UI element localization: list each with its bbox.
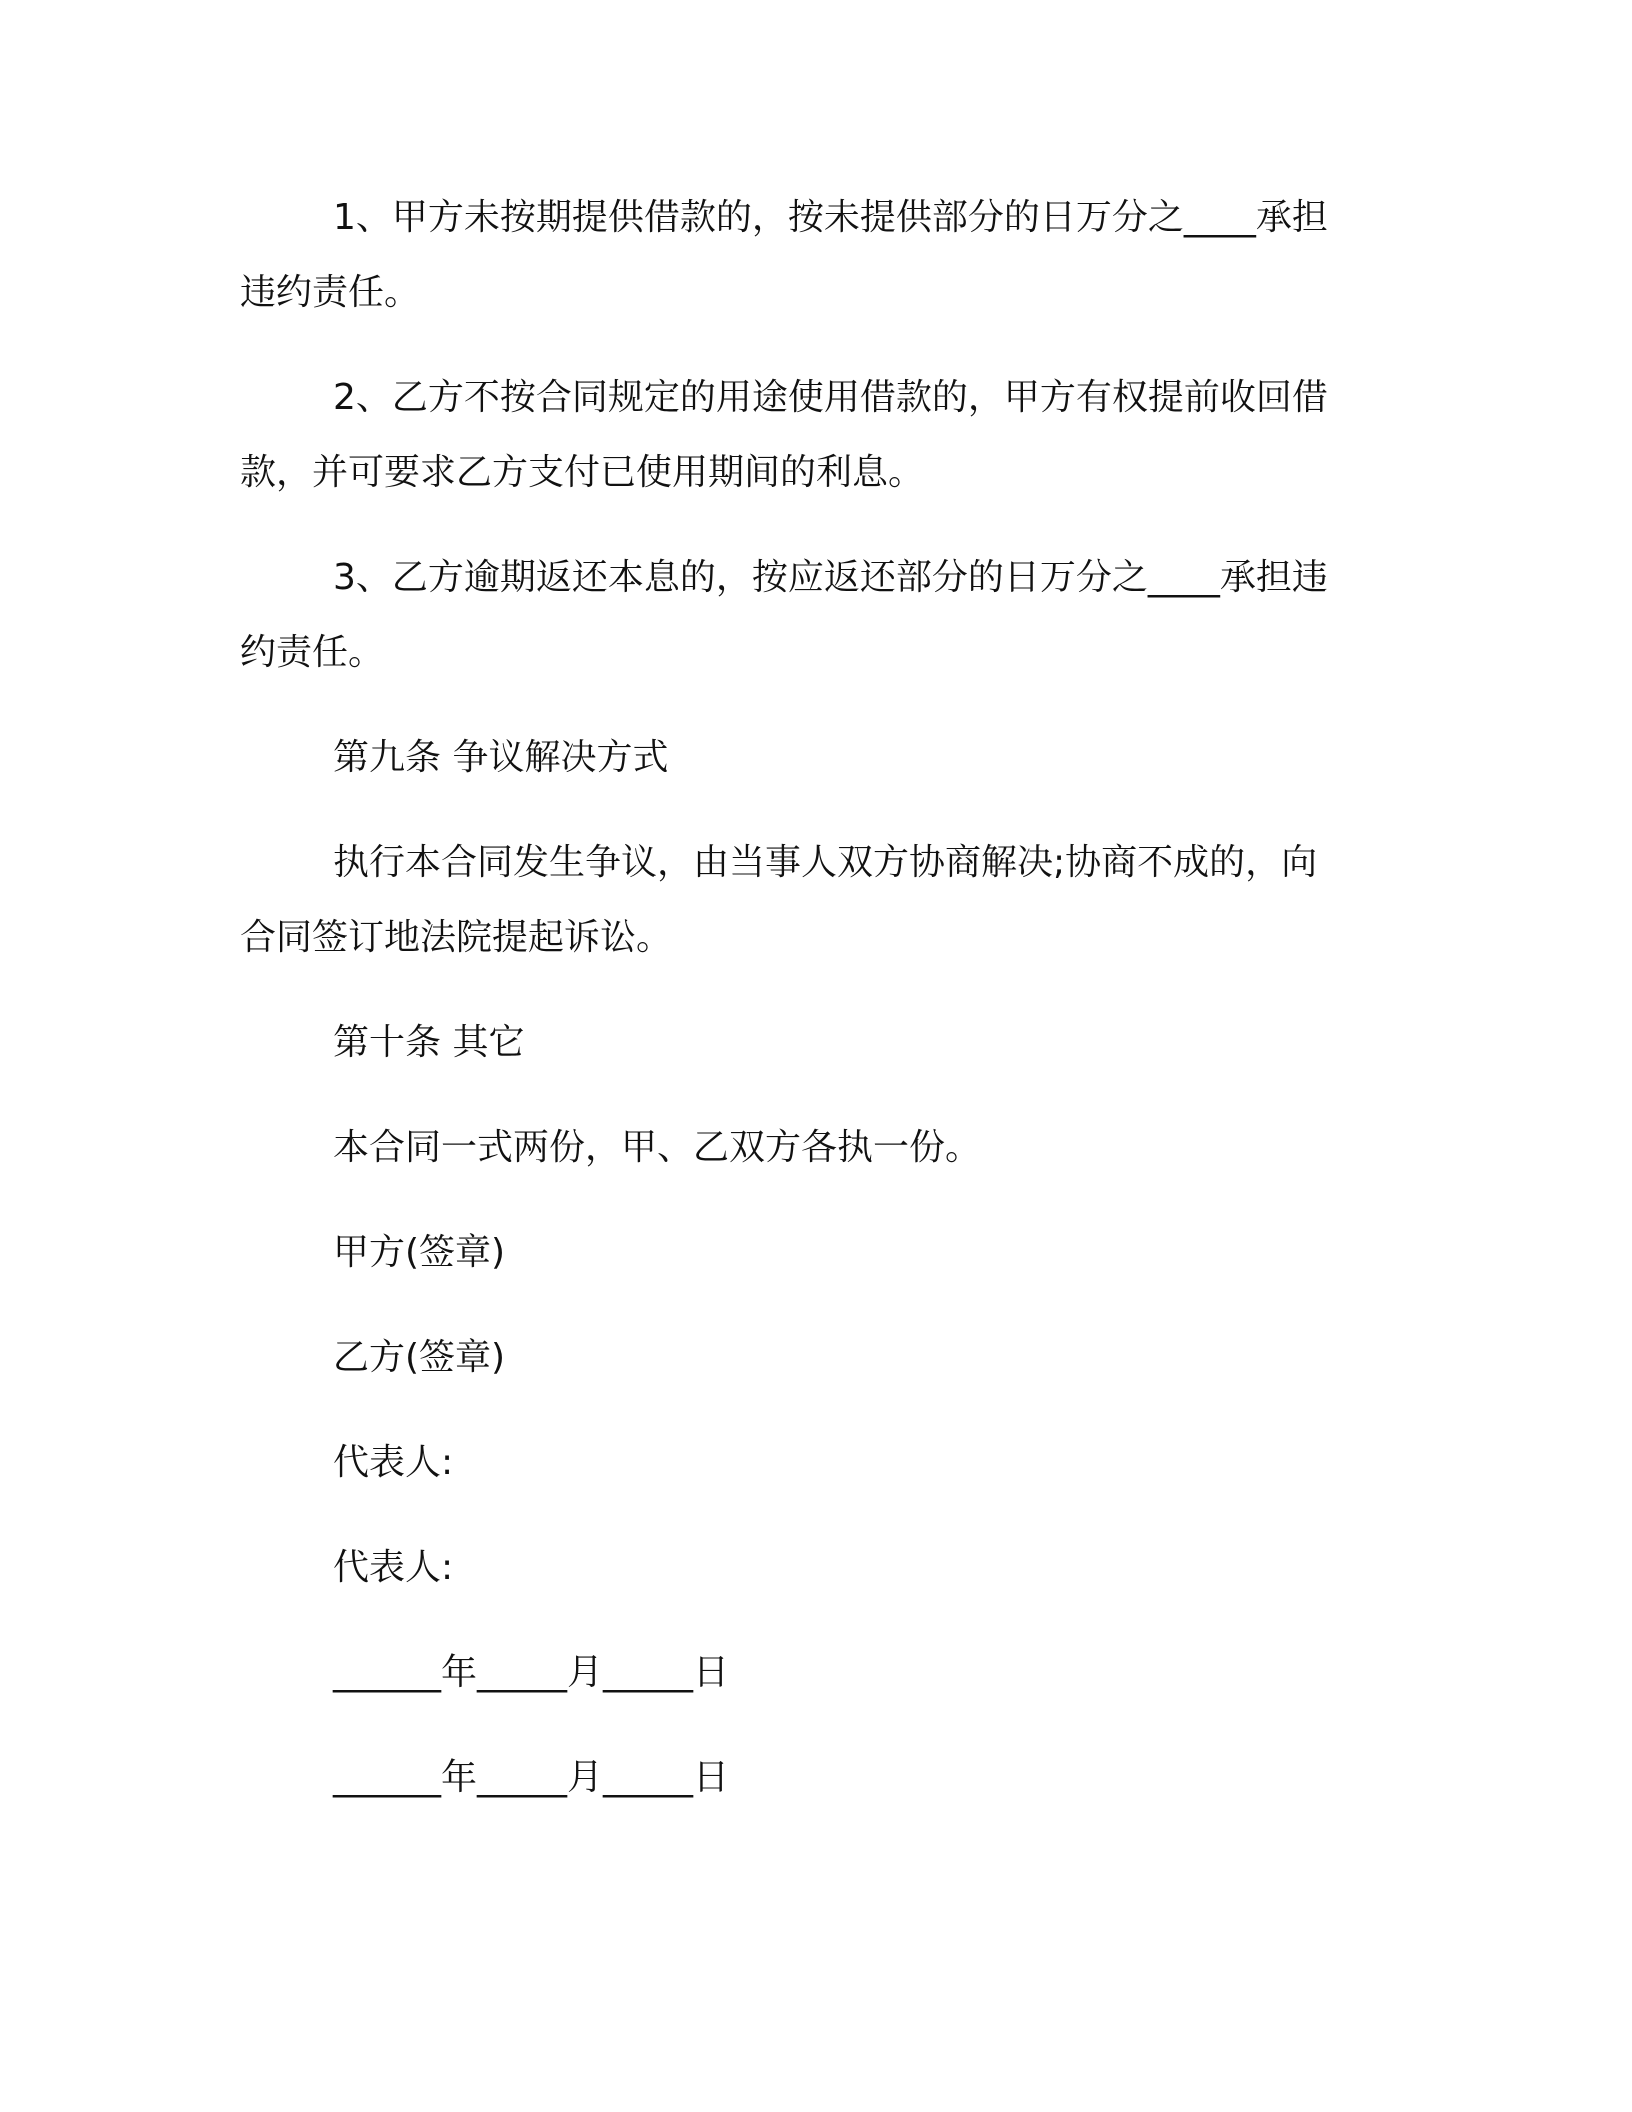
clause-2-line-2 [0, 443, 1632, 503]
date-b-text: ______年_____月_____日 [333, 1757, 729, 1798]
article-10-body [0, 1118, 1632, 1178]
article-10-heading [0, 1013, 1632, 1073]
clause-2-text-cont: 款，并可要求乙方支付已使用期间的利息。 [240, 452, 925, 493]
article-9-text: 执行本合同发生争议，由当事人双方协商解决;协商不成的，向 [333, 842, 1318, 883]
article-9-heading [0, 728, 1632, 788]
clause-3-line-1 [0, 548, 1632, 608]
clause-3-line-2 [0, 623, 1632, 683]
party-a-signature-text: 甲方(签章) [333, 1232, 506, 1273]
article-9-text-cont: 合同签订地法院提起诉讼。 [240, 917, 673, 958]
clause-1-text-cont: 违约责任。 [240, 272, 421, 313]
date-line-b [0, 1748, 1632, 1808]
date-line-a [0, 1643, 1632, 1703]
clause-2-text: 2、乙方不按合同规定的用途使用借款的，甲方有权提前收回借 [333, 377, 1328, 418]
clause-1-text: 1、甲方未按期提供借款的，按未提供部分的日万分之____承担 [333, 197, 1328, 238]
article-10-heading-text: 第十条 其它 [333, 1022, 525, 1063]
article-10-body-text: 本合同一式两份，甲、乙双方各执一份。 [333, 1127, 982, 1168]
article-9-line-1 [0, 833, 1632, 893]
representative-a-text: 代表人: [333, 1442, 454, 1483]
party-b-signature-text: 乙方(签章) [333, 1337, 506, 1378]
party-a-signature [0, 1223, 1632, 1283]
article-9-line-2 [0, 908, 1632, 968]
clause-1-line-1 [0, 188, 1632, 248]
clause-3-text: 3、乙方逾期返还本息的，按应返还部分的日万分之____承担违 [333, 557, 1328, 598]
article-9-heading-text: 第九条 争议解决方式 [333, 737, 669, 778]
representative-a [0, 1433, 1632, 1493]
representative-b-text: 代表人: [333, 1547, 454, 1588]
clause-2-line-1 [0, 368, 1632, 428]
clause-1-line-2 [0, 263, 1632, 323]
clause-3-text-cont: 约责任。 [240, 632, 385, 673]
representative-b [0, 1538, 1632, 1598]
date-a-text: ______年_____月_____日 [333, 1652, 729, 1693]
party-b-signature [0, 1328, 1632, 1388]
